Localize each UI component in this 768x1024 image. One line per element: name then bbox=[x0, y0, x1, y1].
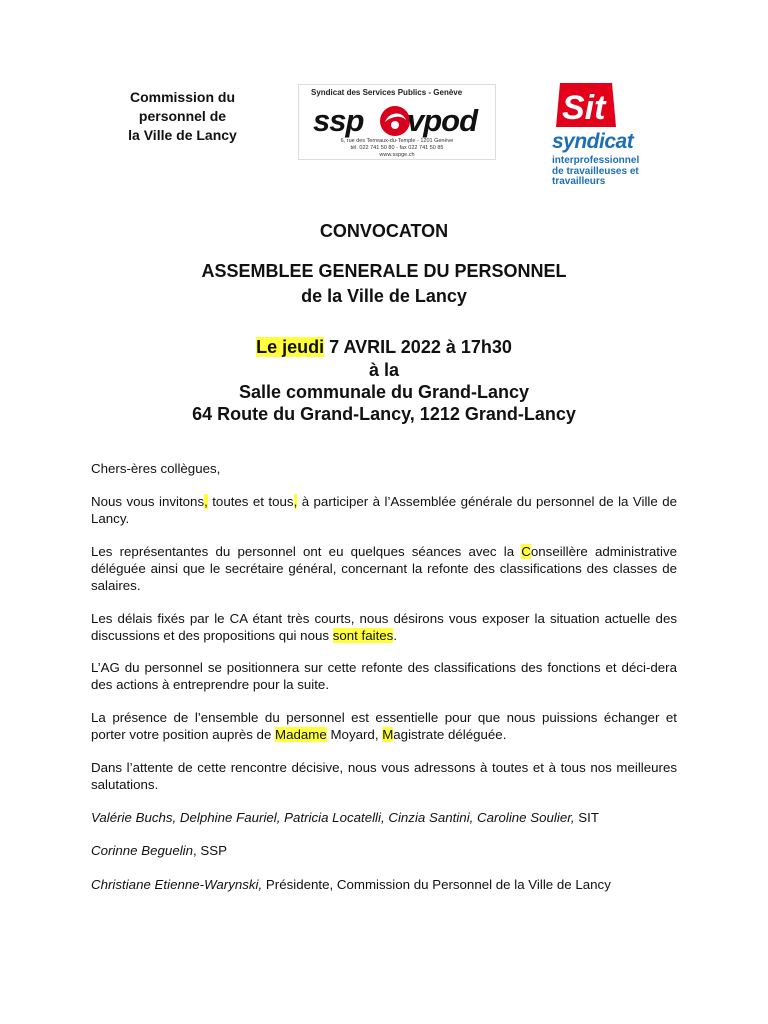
p1-text-a: Nous vous invitons bbox=[91, 494, 205, 509]
sit-subtitle-line-1: interprofessionnel bbox=[552, 155, 640, 166]
signature-ssp-name: Corinne Beguelin bbox=[91, 843, 194, 858]
p2-highlight: C bbox=[521, 544, 531, 559]
signature-president-role: Présidente, Commission du Personnel de la Ville de Lancy bbox=[262, 877, 611, 892]
signature-ssp-org: , SSP bbox=[193, 843, 228, 858]
p1-text-c: à participer à l’Assemblée générale du personnel de la Ville de Lancy. bbox=[91, 494, 678, 526]
convocation-title: CONVOCATON bbox=[319, 221, 449, 241]
assembly-title-line-2: de la Ville de Lancy bbox=[301, 286, 467, 306]
ssp-vpod-logo bbox=[298, 84, 496, 160]
signature-sit bbox=[91, 809, 677, 826]
ssp-address-line-1: 6, rue des Terreaux-du-Temple - 1201 Genève bbox=[340, 138, 454, 144]
event-day-highlight: Le jeudi bbox=[256, 337, 325, 357]
commission-line-2: personnel de bbox=[138, 108, 227, 124]
event-a-la: à la bbox=[368, 360, 400, 380]
commission-heading bbox=[100, 88, 265, 145]
event-venue: Salle communale du Grand-Lancy bbox=[238, 382, 530, 402]
event-date-line bbox=[0, 337, 768, 358]
p1-highlight-1: , bbox=[204, 494, 208, 509]
ssp-address-line-2: tél. 022 741 50 80 - fax 022 741 50 85 bbox=[350, 145, 444, 151]
paragraph-ag-position: L’AG du personnel se positionnera sur cette refonte des classifications des fonctions et déci-dera des actions à entreprendre pour la suite. bbox=[91, 660, 677, 692]
p5-text-a: La présence de l’ensemble du personnel est essentielle pour que nous puissions échanger et porter votre position auprès de bbox=[91, 710, 677, 742]
greeting: Chers-ères collègues, bbox=[91, 461, 221, 476]
p1-text-b: toutes et tous bbox=[207, 494, 294, 509]
paragraph-closing: Dans l’attente de cette rencontre décisive, nous vous adressons à toutes et à tous nos meilleures salutations. bbox=[91, 760, 677, 792]
event-address: 64 Route du Grand-Lancy, 1212 Grand-Lancy bbox=[192, 404, 576, 424]
ssp-logo-top-line: Syndicat des Services Publics - Genève bbox=[311, 88, 463, 97]
sit-subtitle bbox=[552, 156, 672, 188]
ssp-wordmark-left: ssp bbox=[313, 103, 364, 138]
p5-text-c: agistrate déléguée. bbox=[393, 727, 507, 742]
ssp-wordmark-right: vpod bbox=[407, 103, 478, 138]
commission-line-1: Commission du bbox=[129, 89, 235, 105]
p2-text-b: onseillère administrative déléguée ainsi que le secrétaire général, concernant la refonte des classifications des classes de salaires. bbox=[91, 544, 677, 593]
sit-emblem-icon bbox=[556, 81, 618, 131]
p1-highlight-2: , bbox=[293, 494, 298, 509]
assembly-title-line-1: ASSEMBLEE GENERALE DU PERSONNEL bbox=[201, 261, 567, 281]
paragraph-deadlines bbox=[91, 610, 677, 644]
paragraph-representatives bbox=[91, 543, 677, 594]
signature-sit-org: SIT bbox=[574, 810, 599, 825]
sit-emblem-text: Sit bbox=[562, 89, 606, 127]
paragraph-invitation bbox=[91, 493, 677, 527]
p5-highlight-madame: Madame bbox=[275, 727, 327, 742]
p3-text-a: Les délais fixés par le CA étant très courts, nous désirons vous exposer la situation actuelle des discussions et des propositions qui nous bbox=[91, 611, 677, 643]
sit-subtitle-line-3: travailleurs bbox=[552, 176, 606, 187]
ssp-address-line-3: www.sspge.ch bbox=[379, 152, 415, 158]
commission-line-3: la Ville de Lancy bbox=[128, 127, 237, 143]
sit-subtitle-line-2: de travailleuses et bbox=[552, 165, 639, 177]
paragraph-presence bbox=[91, 709, 677, 743]
p2-text-a: Les représentantes du personnel ont eu quelques séances avec la bbox=[91, 544, 522, 559]
sit-syndicat-word: syndicat bbox=[552, 130, 634, 153]
signature-ssp bbox=[91, 842, 677, 859]
event-date-time: 7 AVRIL 2022 à 17h30 bbox=[324, 337, 512, 357]
p3-text-b: . bbox=[393, 628, 398, 643]
signature-president-name: Christiane Etienne-Warynski, bbox=[91, 877, 263, 892]
signature-sit-names: Valérie Buchs, Delphine Fauriel, Patricia Locatelli, Cinzia Santini, Caroline Soulier, bbox=[91, 810, 575, 825]
signature-president bbox=[91, 876, 677, 893]
p5-highlight-m: M bbox=[382, 727, 394, 742]
p5-text-b: Moyard, bbox=[326, 727, 383, 742]
p3-highlight: sont faites bbox=[332, 628, 394, 643]
